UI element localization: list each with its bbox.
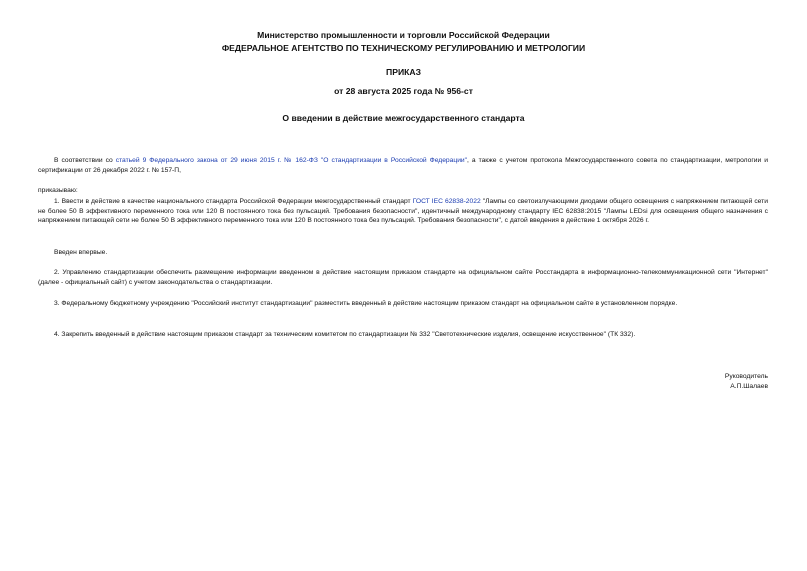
item-1-paragraph — [38, 197, 768, 226]
preamble-text-after: , а также с учетом протокола Межгосударственного совета по стандартизации, метрологии и сертификации от 26 декабря 2022 г. № 157-П, — [38, 157, 768, 174]
signature-name: А.П.Шалаев — [730, 383, 768, 390]
ministry-heading: Министерство промышленности и торговли Российской Федерации — [257, 30, 550, 40]
item-1-text-before: 1. Ввести в действие в качестве национального стандарта Российской Федерации межгосударственный стандарт — [54, 198, 413, 205]
federal-law-link[interactable]: статьей 9 Федерального закона от 29 июня 2015 г. № 162-ФЗ "О стандартизации в Российской Федерации" — [115, 157, 468, 164]
preamble-paragraph — [38, 156, 768, 175]
first-time-note: Введен впервые. — [54, 249, 108, 256]
preamble-text-before: В соответствии со — [54, 157, 116, 164]
date-number-heading: от 28 августа 2025 года № 956-ст — [334, 86, 473, 96]
item-4-paragraph: 4. Закрепить введенный в действие настоящим приказом стандарт за техническим комитетом по стандартизации № 332 "Светотехнические изделия, освещение искусственное" (ТК 332). — [54, 331, 636, 338]
order-word: приказываю: — [38, 187, 78, 194]
signature-title: Руководитель — [724, 373, 768, 380]
document-type-heading: ПРИКАЗ — [386, 67, 421, 77]
item-2-paragraph: 2. Управлению стандартизации обеспечить размещение информации введенном в действие настоящим приказом стандарте на официальном сайте Росстандарта в информационно-телекоммуникационной сети "Интернет" (далее - официальный сайт) с учетом законодательства о стандартизации. — [38, 269, 768, 286]
item-3-paragraph: 3. Федеральному бюджетному учреждению "Российский институт стандартизации" разместить введенный в действие настоящим приказом стандарт на официальном сайте в установленном порядке. — [54, 300, 678, 307]
gost-standard-link[interactable]: ГОСТ IEC 62838-2022 — [412, 198, 481, 205]
item-1-text-after: "Лампы со светоизлучающими диодами общего освещения с напряжением питающей сети не более 50 В эффективного переменного тока или 120 В постоянного тока без пульсаций. Требования безопасности", идентичный международному стандарту IEC 62838:2015 "Лампы LEDsi для освещения общего назначения с напряжением питающей сети не более 50 В эффективного переменного тока или 120 В постоянного тока без пульсаций. Требования безопасности", с датой введения в действие 1 октября 2026 г. — [38, 198, 768, 225]
agency-heading: ФЕДЕРАЛЬНОЕ АГЕНТСТВО ПО ТЕХНИЧЕСКОМУ РЕГУЛИРОВАНИЮ И МЕТРОЛОГИИ — [221, 43, 586, 53]
subject-heading: О введении в действие межгосударственного стандарта — [282, 113, 525, 123]
